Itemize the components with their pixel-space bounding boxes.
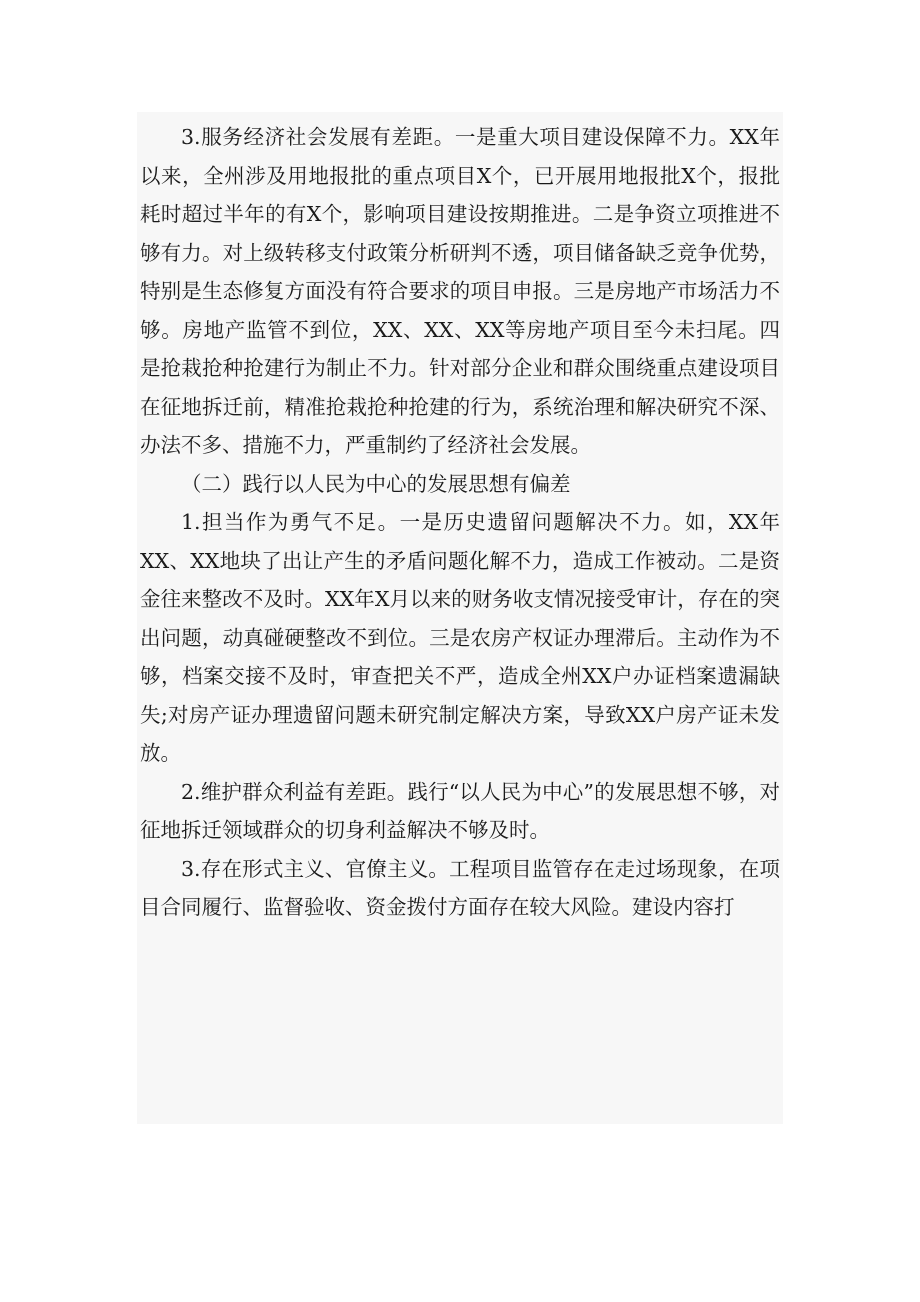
paragraph-courage-lacking: 1.担当作为勇气不足。一是历史遗留问题解决不力。如，XX年XX、XX地块了出让产生的矛盾问题化解不力，造成工作被动。二是资金往来整改不及时。XX年X月以来的财务收支情况接受审计，存在的突出问题，动真碰硬整改不到位。三是农房产权证办理滞后。主动作为不够，档案交接不及时，审查把关不严，造成全州XX户办证档案遗漏缺失;对房产证办理遗留问题未研究制定解决方案，导致XX户房产证未发放。 (140, 510, 780, 765)
paragraph-formalism: 3.存在形式主义、官僚主义。工程项目监管存在走过场现象，在项目合同履行、监督验收、资金拨付方面存在较大风险。建设内容打 (140, 856, 780, 919)
paragraph-public-interest: 2.维护群众利益有差距。践行“以人民为中心”的发展思想不够，对征地拆迁领域群众的切身利益解决不够及时。 (140, 779, 780, 842)
section-heading-people-centered: （二）践行以人民为中心的发展思想有偏差 (181, 471, 571, 496)
paragraph-service-economy: 3.服务经济社会发展有差距。一是重大项目建设保障不力。XX年以来，全州涉及用地报批的重点项目X个，已开展用地报批X个，报批耗时超过半年的有X个，影响项目建设按期推进。二是争资立项推进不够有力。对上级转移支付政策分析研判不透，项目储备缺乏竞争优势，特别是生态修复方面没有符合要求的项目申报。三是房地产市场活力不够。房地产监管不到位，XX、XX、XX等房地产项目至今未扫尾。四是抢栽抢种抢建行为制止不力。针对部分企业和群众围绕重点建设项目在征地拆迁前，精准抢栽抢种抢建的行为，系统治理和解决研究不深、办法不多、措施不力，严重制约了经济社会发展。 (140, 125, 780, 457)
document-text-block (137, 112, 783, 1124)
